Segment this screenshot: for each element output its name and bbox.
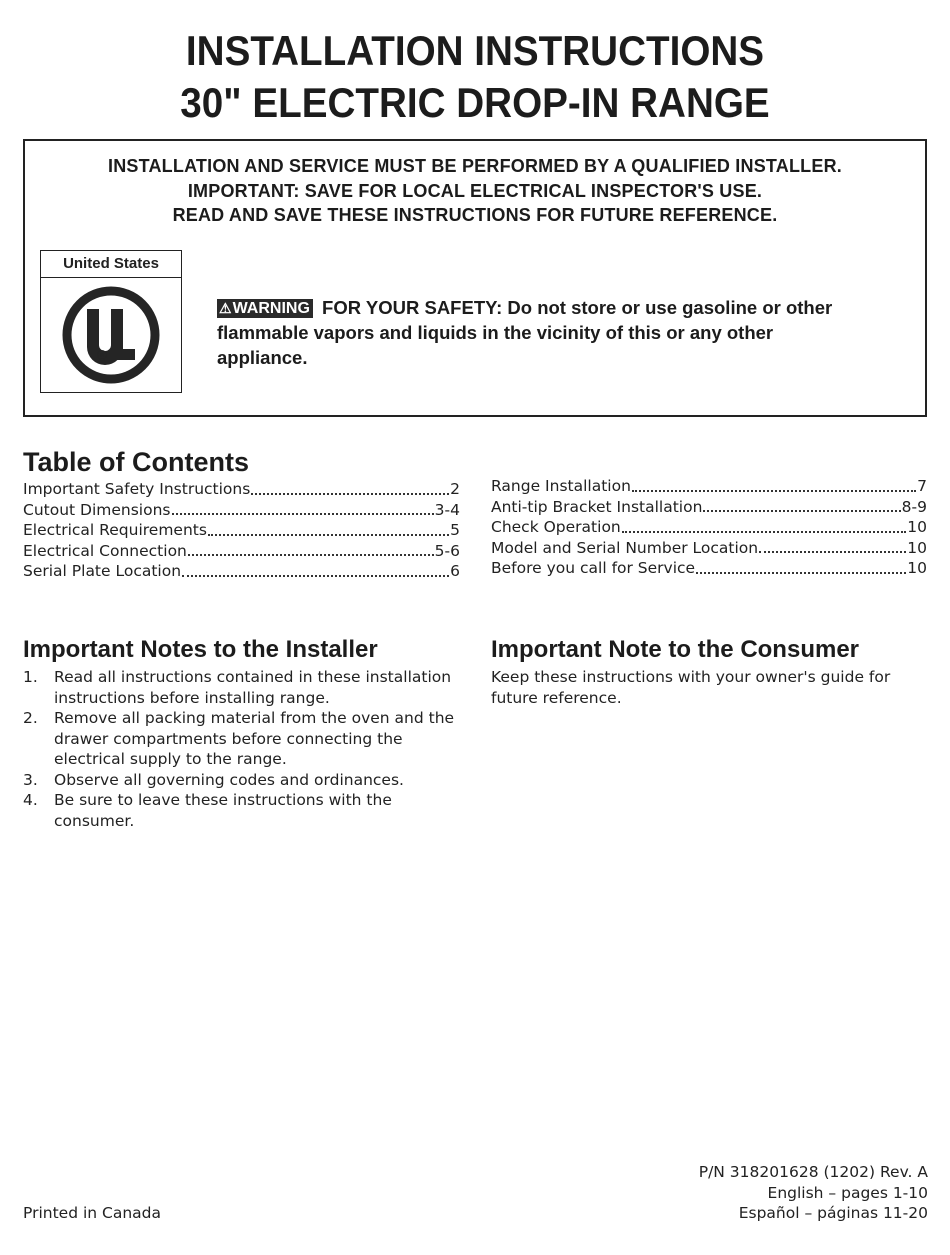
warning-triangle-icon: ⚠	[219, 300, 232, 316]
toc-entry-label: Before you call for Service	[491, 559, 696, 577]
svg-text:R: R	[99, 352, 105, 360]
toc-leader-dots	[208, 534, 449, 536]
notice-qualified-installer: INSTALLATION AND SERVICE MUST BE PERFORMED BY A QUALIFIED INSTALLER.	[108, 156, 842, 176]
toc-entry[interactable]	[491, 517, 927, 538]
toc-entry-page: 10	[907, 538, 927, 557]
footer-publication-info	[699, 1162, 928, 1224]
toc-entry[interactable]	[491, 538, 927, 559]
list-item	[23, 770, 463, 791]
toc-entry[interactable]	[491, 497, 927, 518]
list-item-number: 3.	[23, 770, 38, 789]
printed-in-label: Printed in Canada	[23, 1204, 161, 1222]
document-title-line1: INSTALLATION INSTRUCTIONS	[185, 27, 765, 74]
spanish-pages: Español – páginas 11-20	[738, 1204, 928, 1222]
toc-leader-dots	[632, 490, 916, 492]
toc-entry-page: 8-9	[901, 497, 927, 516]
consumer-note-heading: Important Note to the Consumer	[491, 636, 860, 663]
toc-leader-dots	[182, 575, 449, 577]
toc-entry-page: 6	[450, 562, 460, 580]
toc-entry-page: 5-6	[434, 541, 460, 560]
toc-leader-dots	[172, 513, 434, 515]
toc-entry-label: Range Installation	[491, 477, 631, 495]
safety-notice-box	[23, 139, 927, 417]
list-item-text: Be sure to leave these instructions with the consumer.	[54, 791, 392, 830]
installer-notes-heading: Important Notes to the Installer	[23, 636, 378, 663]
toc-left-column	[23, 479, 460, 582]
warning-lead: FOR YOUR SAFETY:	[322, 297, 503, 318]
list-item-text: Remove all packing material from the oven and the drawer compartments before connecting the electrical supply to the range.	[54, 709, 455, 768]
toc-entry-label: Electrical Connection	[23, 541, 187, 560]
document-title-line2: 30" ELECTRIC DROP-IN RANGE	[180, 79, 770, 126]
toc-leader-dots	[188, 554, 434, 556]
warning-badge	[217, 299, 313, 318]
list-item-number: 4.	[23, 791, 38, 809]
toc-right-column	[491, 476, 927, 579]
toc-entry-page: 5	[450, 521, 460, 539]
toc-entry[interactable]	[23, 479, 460, 500]
toc-entry[interactable]	[491, 476, 927, 497]
toc-entry[interactable]	[491, 558, 927, 579]
toc-entry-page: 7	[917, 477, 927, 495]
list-item-text: Read all instructions contained in these installation instructions before installing range.	[54, 668, 452, 707]
toc-leader-dots	[696, 572, 906, 574]
toc-entry-label: Check Operation	[491, 518, 621, 536]
toc-entry-page: 10	[907, 518, 927, 536]
warning-body: Do not store or use gasoline or other flammable vapors and liquids in the vicinity of this or any other appliance.	[217, 297, 833, 368]
toc-entry-label: Model and Serial Number Location	[491, 538, 759, 557]
toc-entry[interactable]	[23, 520, 460, 541]
list-item-number: 1.	[23, 668, 38, 686]
toc-entry-page: 3-4	[434, 500, 460, 519]
ul-certification-icon	[61, 285, 161, 385]
toc-leader-dots	[622, 531, 907, 533]
toc-entry-label: Anti-tip Bracket Installation	[491, 497, 703, 516]
part-number: P/N 318201628 (1202) Rev. A	[698, 1163, 928, 1181]
toc-leader-dots	[703, 510, 900, 512]
toc-entry[interactable]	[23, 561, 460, 582]
list-item-text: Observe all governing codes and ordinances.	[54, 770, 404, 789]
list-item	[23, 790, 463, 831]
toc-entry-label: Cutout Dimensions	[23, 500, 171, 519]
notice-save-instructions: READ AND SAVE THESE INSTRUCTIONS FOR FUTURE REFERENCE.	[172, 205, 778, 225]
consumer-note-text: Keep these instructions with your owner's guide for future reference.	[491, 668, 891, 707]
list-item	[23, 667, 463, 708]
toc-heading: Table of Contents	[23, 447, 249, 477]
english-pages: English – pages 1-10	[767, 1183, 928, 1202]
notice-inspector-use: IMPORTANT: SAVE FOR LOCAL ELECTRICAL INSPECTOR'S USE.	[187, 181, 763, 201]
toc-leader-dots	[759, 551, 906, 553]
toc-entry-page: 2	[450, 480, 460, 498]
ul-country-label: United States	[41, 251, 181, 278]
ul-certification-mark	[40, 250, 182, 393]
list-item	[23, 708, 463, 770]
toc-entry-label: Important Safety Instructions	[23, 480, 251, 498]
list-item-number: 2.	[23, 709, 38, 727]
toc-leader-dots	[251, 493, 449, 495]
toc-entry-label: Electrical Requirements	[23, 521, 207, 539]
warning-message	[217, 295, 857, 370]
toc-entry-page: 10	[907, 559, 927, 577]
toc-entry-label: Serial Plate Location	[23, 562, 182, 580]
toc-entry[interactable]	[23, 541, 460, 562]
warning-badge-label: WARNING	[232, 300, 310, 317]
toc-entry[interactable]	[23, 500, 460, 521]
installer-notes-list	[23, 667, 463, 831]
